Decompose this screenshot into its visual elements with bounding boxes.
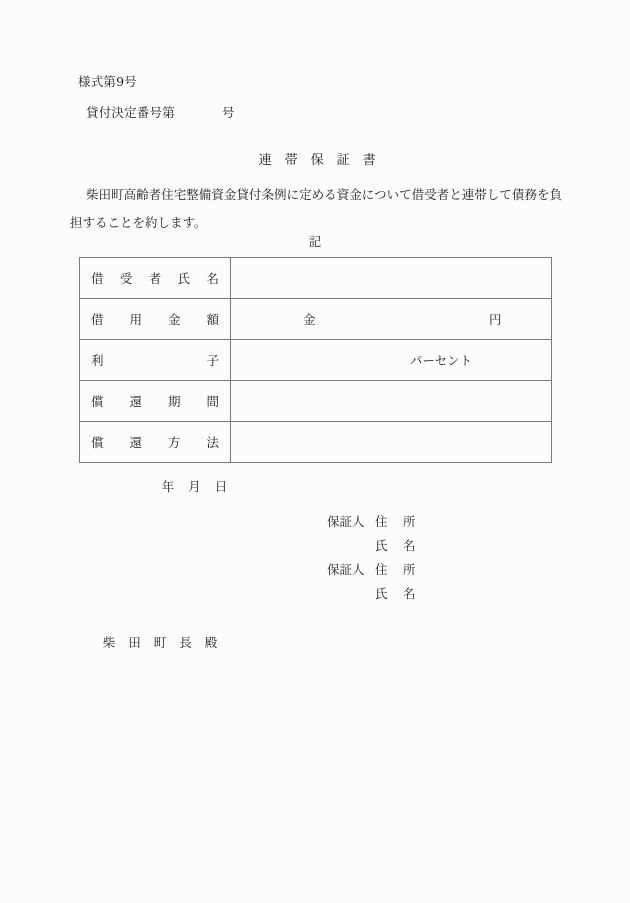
table-row (80, 422, 552, 463)
guarantor-role-0: 保証人 (327, 514, 365, 529)
label-char: 還 (129, 435, 142, 450)
label-char: 借 (91, 271, 104, 286)
date-line[interactable] (145, 468, 227, 506)
guarantor-role-2: 保証人 (327, 562, 365, 577)
table-row (80, 299, 552, 340)
label-char: 用 (129, 312, 142, 327)
label-char: 期 (167, 394, 181, 409)
row-value-interest[interactable] (231, 340, 552, 381)
row-label-repayment-period (80, 381, 231, 422)
table-row (80, 340, 552, 381)
value-center-2: パーセント (409, 353, 473, 368)
guarantor-field2-2: 所 (403, 562, 416, 577)
row-label-text-0 (91, 269, 219, 287)
row-label-text-2 (91, 351, 219, 369)
loan-decision-number-label: 貸付決定番号第 (86, 105, 175, 120)
label-char: 方 (167, 435, 181, 450)
guarantor-block (327, 509, 416, 605)
row-label-text-4 (91, 433, 219, 451)
label-char: 名 (206, 271, 219, 286)
guarantor-field2-3: 名 (403, 586, 416, 601)
label-char: 利 (91, 353, 104, 368)
loan-decision-number-unit: 号 (222, 105, 235, 120)
row-value-borrower-name[interactable] (231, 258, 552, 299)
label-char: 者 (148, 271, 162, 286)
row-label-text-3 (91, 392, 219, 410)
guarantor-row (327, 533, 416, 557)
guarantor-field2-1: 名 (403, 538, 416, 553)
label-char: 還 (129, 394, 142, 409)
loan-detail-table (79, 257, 552, 463)
row-value-repayment-period[interactable] (231, 381, 552, 422)
form-number: 様式第9号 (78, 74, 137, 89)
row-value-repayment-method[interactable] (231, 422, 552, 463)
label-char: 額 (206, 312, 219, 327)
document-title-spaced: 連帯保証書 (258, 153, 389, 168)
addressee-name: 柴田町長 (102, 634, 205, 650)
date-day: 日 (214, 478, 228, 494)
guarantor-field1-2: 住 (375, 562, 388, 577)
label-char: 借 (91, 312, 104, 327)
table-row (80, 258, 552, 299)
row-label-interest (80, 340, 231, 381)
document-title (0, 141, 630, 180)
row-label-borrower-name (80, 258, 231, 299)
value-left-1: 金 (303, 312, 316, 327)
body-paragraph: 柴田町高齢者住宅整備資金貸付条例に定める資金について借受者と連帯して債務を負担することを約します。 (70, 187, 562, 230)
table-row (80, 381, 552, 422)
label-char: 法 (206, 435, 219, 450)
label-char: 受 (119, 271, 133, 286)
guarantor-field1-3: 氏 (375, 586, 388, 601)
label-char: 氏 (177, 271, 191, 286)
label-char: 償 (91, 435, 104, 450)
value-right-1: 円 (489, 312, 502, 327)
date-month: 月 (188, 478, 215, 494)
row-value-loan-amount[interactable] (231, 299, 552, 340)
guarantor-field2-0: 所 (403, 514, 416, 529)
addressee-honorific: 殿 (204, 634, 218, 650)
label-char: 償 (91, 394, 104, 409)
guarantor-field1-0: 住 (375, 514, 388, 529)
guarantor-row (327, 509, 416, 533)
ki-mark: 記 (308, 234, 322, 249)
row-label-repayment-method (80, 422, 231, 463)
row-label-text-1 (91, 310, 219, 328)
guarantor-row (327, 581, 416, 605)
addressee-line (86, 624, 217, 662)
date-year: 年 (161, 478, 189, 494)
guarantor-row (327, 557, 416, 581)
guarantor-field1-1: 氏 (375, 538, 388, 553)
row-label-loan-amount (80, 299, 231, 340)
label-char: 金 (167, 312, 181, 327)
label-char: 子 (206, 353, 219, 368)
label-char: 間 (206, 394, 219, 409)
